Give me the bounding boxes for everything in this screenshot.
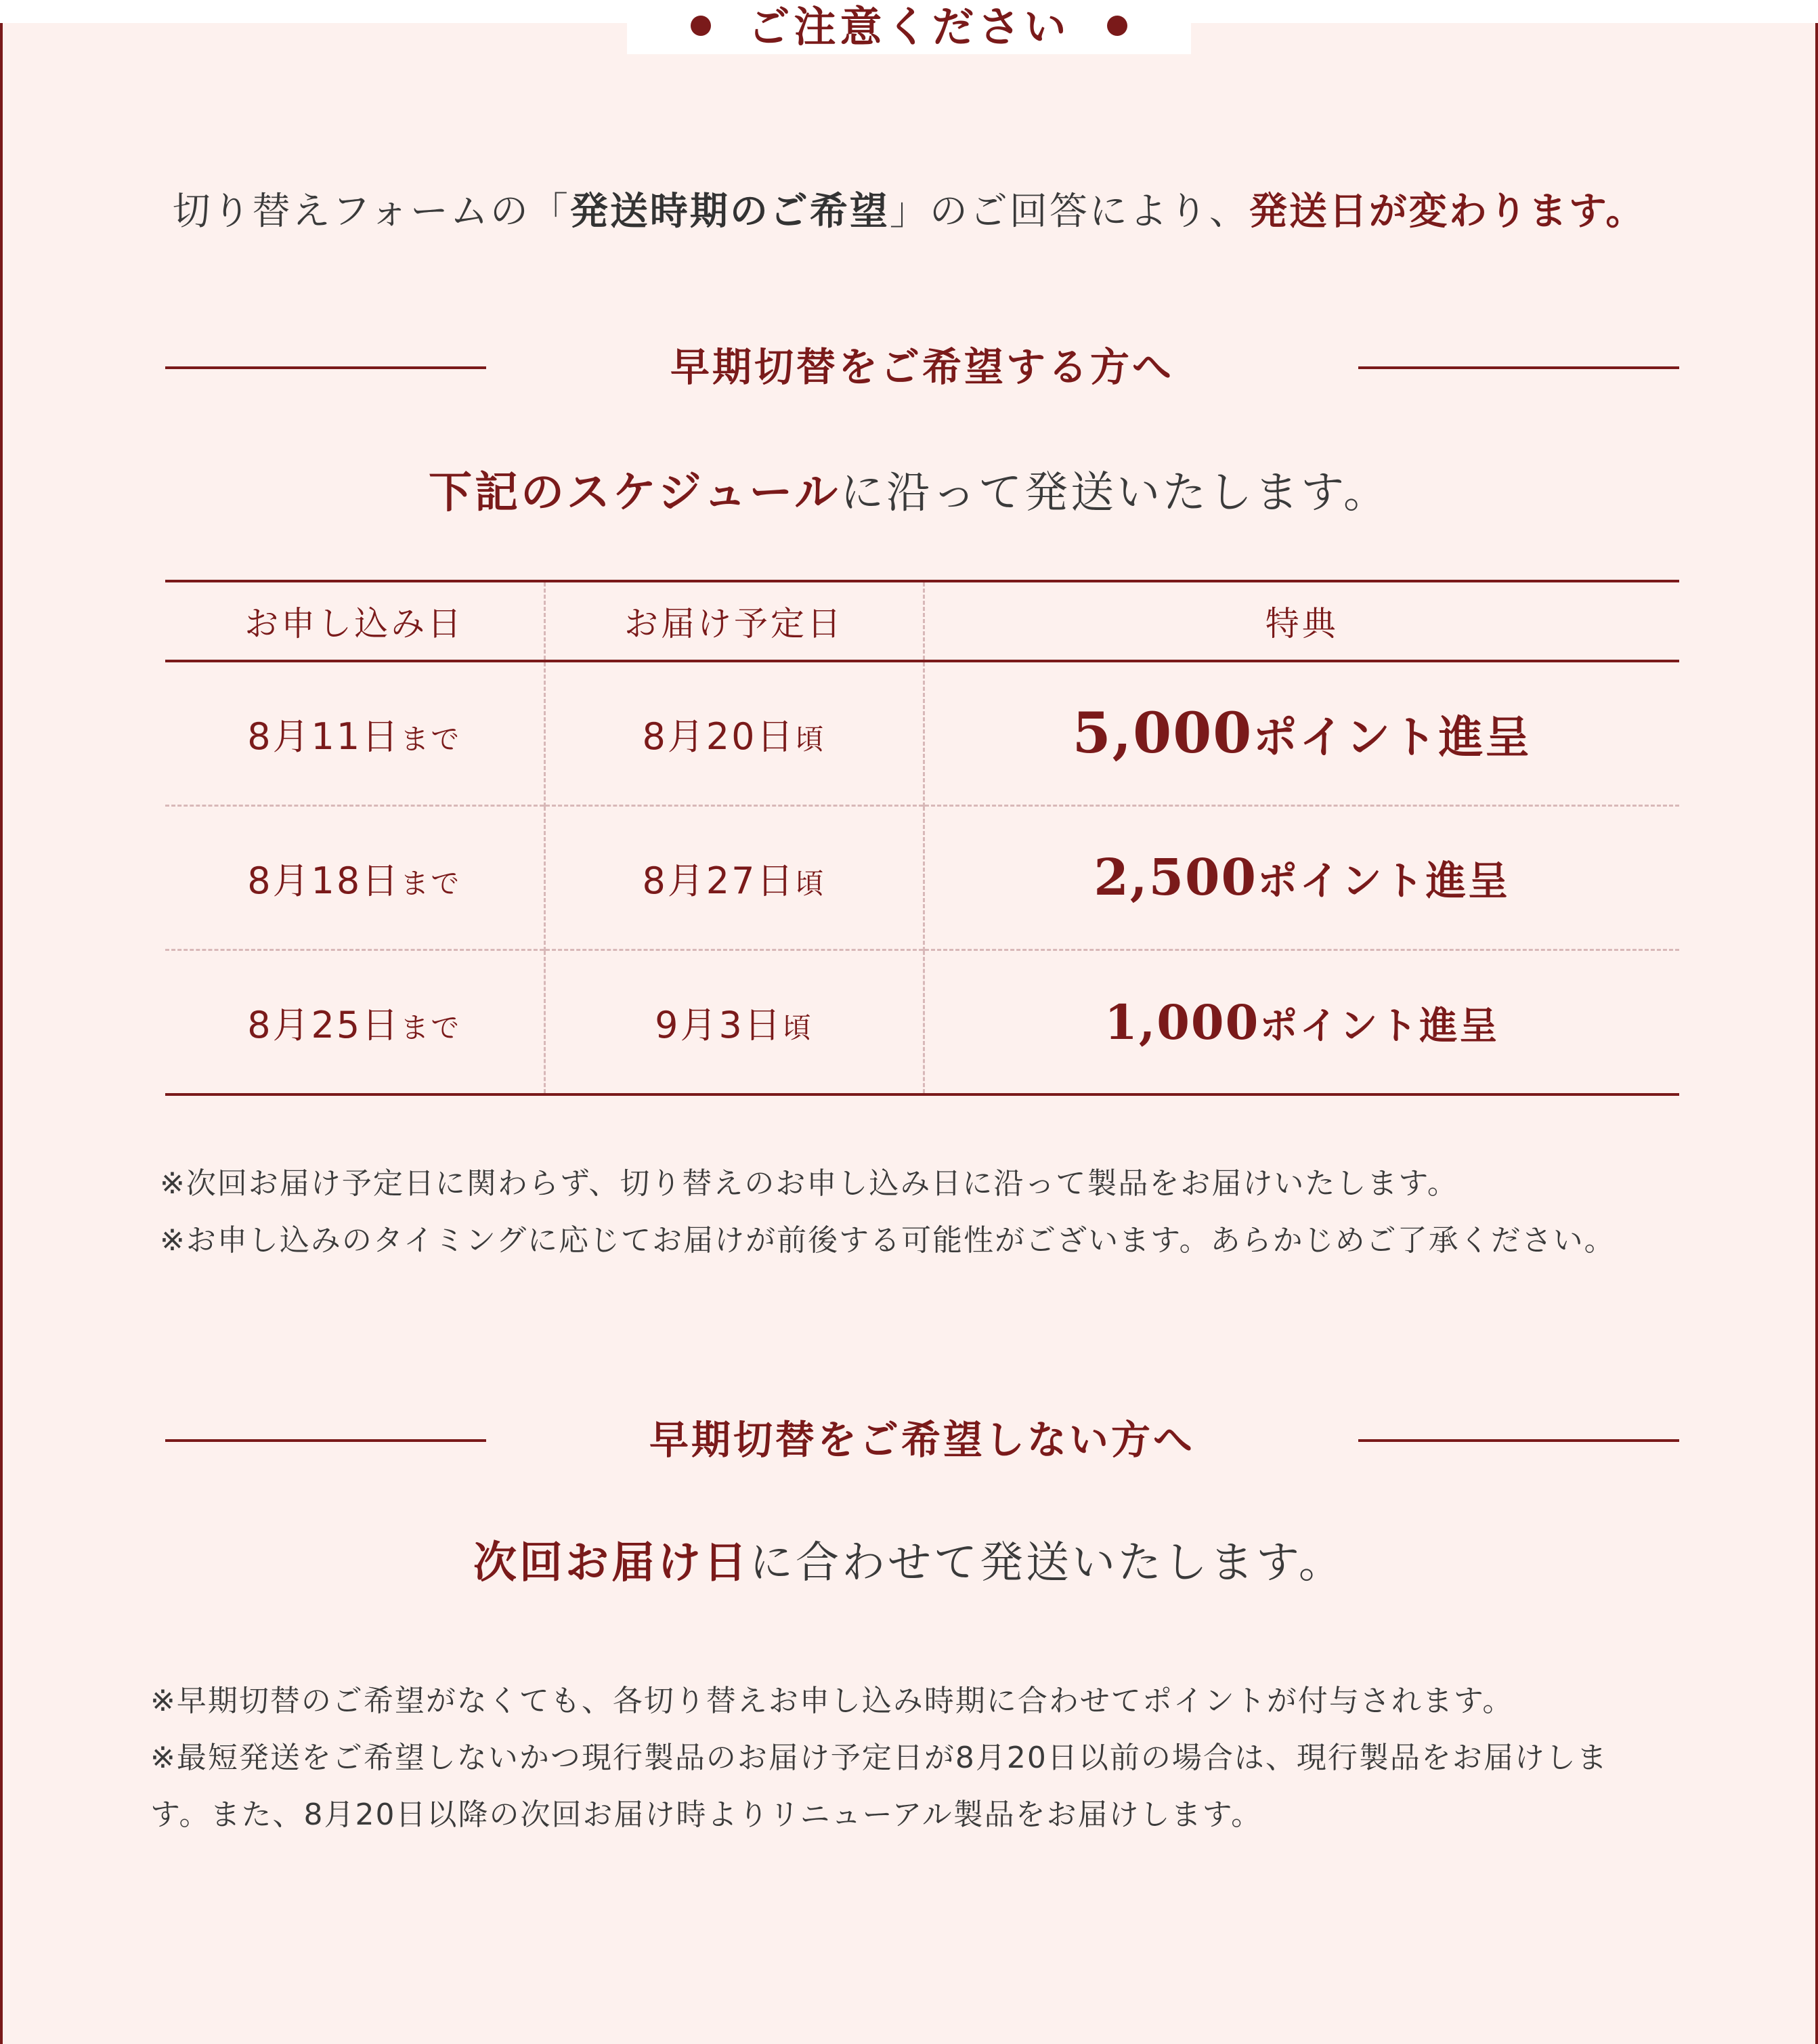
notice-heading: [0, 0, 1818, 54]
schedule-table: [165, 580, 1679, 1096]
intro-text: 切り替えフォームの「発送時期のご希望」のご回答により、発送日が変わります。: [172, 190, 1646, 234]
header-benefit: 特典: [924, 581, 1679, 661]
delivery-date-cell: 8月27日頃: [544, 806, 924, 950]
bullet-dot-right-icon: [1107, 16, 1127, 36]
intro-bold: 発送時期のご希望: [569, 190, 890, 234]
early-section-title: 早期切替をご希望する方へ: [165, 340, 1679, 394]
early-lead: 下記のスケジュールに沿って発送いたします。: [428, 468, 1390, 518]
header-delivery-date: お届け予定日: [544, 581, 924, 661]
points-value: 2,500: [1094, 849, 1258, 907]
table-row: [165, 806, 1679, 950]
table-row: [165, 661, 1679, 806]
header-apply-date: お申し込み日: [165, 581, 544, 661]
note-line: す。また、8月20日以降の次回お届け時よりリニューアル製品をお届けします。: [150, 1797, 1263, 1832]
normal-lead: 次回お届け日に合わせて発送いたします。: [473, 1538, 1345, 1588]
apply-date-cell: 8月18日まで: [165, 806, 544, 950]
benefit-cell: 5,000ポイント進呈: [924, 661, 1679, 806]
benefit-cell: 1,000ポイント進呈: [924, 950, 1679, 1095]
normal-notes: [150, 1673, 1708, 1844]
intro-highlight: 発送日が変わります。: [1249, 190, 1646, 234]
early-notes: [160, 1155, 1683, 1269]
note-line: ※早期切替のご希望がなくても、各切り替えお申し込み時期に合わせてポイントが付与されます。: [150, 1684, 1514, 1718]
normal-section-title: 早期切替をご希望しない方へ: [165, 1413, 1679, 1467]
note-line: ※次回お届け予定日に関わらず、切り替えのお申し込み日に沿って製品をお届けいたします。: [160, 1166, 1458, 1201]
apply-date-cell: 8月25日まで: [165, 950, 544, 1095]
schedule-header-row: [165, 581, 1679, 661]
points-value: 1,000: [1104, 994, 1260, 1050]
title-rule-right: [1358, 1439, 1679, 1442]
points-value: 5,000: [1072, 701, 1253, 766]
apply-date-cell: 8月11日まで: [247, 715, 462, 758]
benefit-cell: 2,500ポイント進呈: [924, 806, 1679, 950]
delivery-date-cell: 9月3日頃: [544, 950, 924, 1095]
title-rule-right: [1358, 366, 1679, 369]
note-line: ※お申し込みのタイミングに応じてお届けが前後する可能性がございます。あらかじめご了承ください。: [160, 1223, 1616, 1258]
note-line: ※最短発送をご希望しないかつ現行製品のお届け予定日が8月20日以前の場合は、現行製品をお届けしま: [150, 1741, 1608, 1775]
table-row: [165, 950, 1679, 1095]
bullet-dot-left-icon: [691, 16, 711, 36]
delivery-date-cell: 8月20日頃: [544, 661, 924, 806]
notice-heading-label: ご注意ください: [627, 0, 1190, 54]
